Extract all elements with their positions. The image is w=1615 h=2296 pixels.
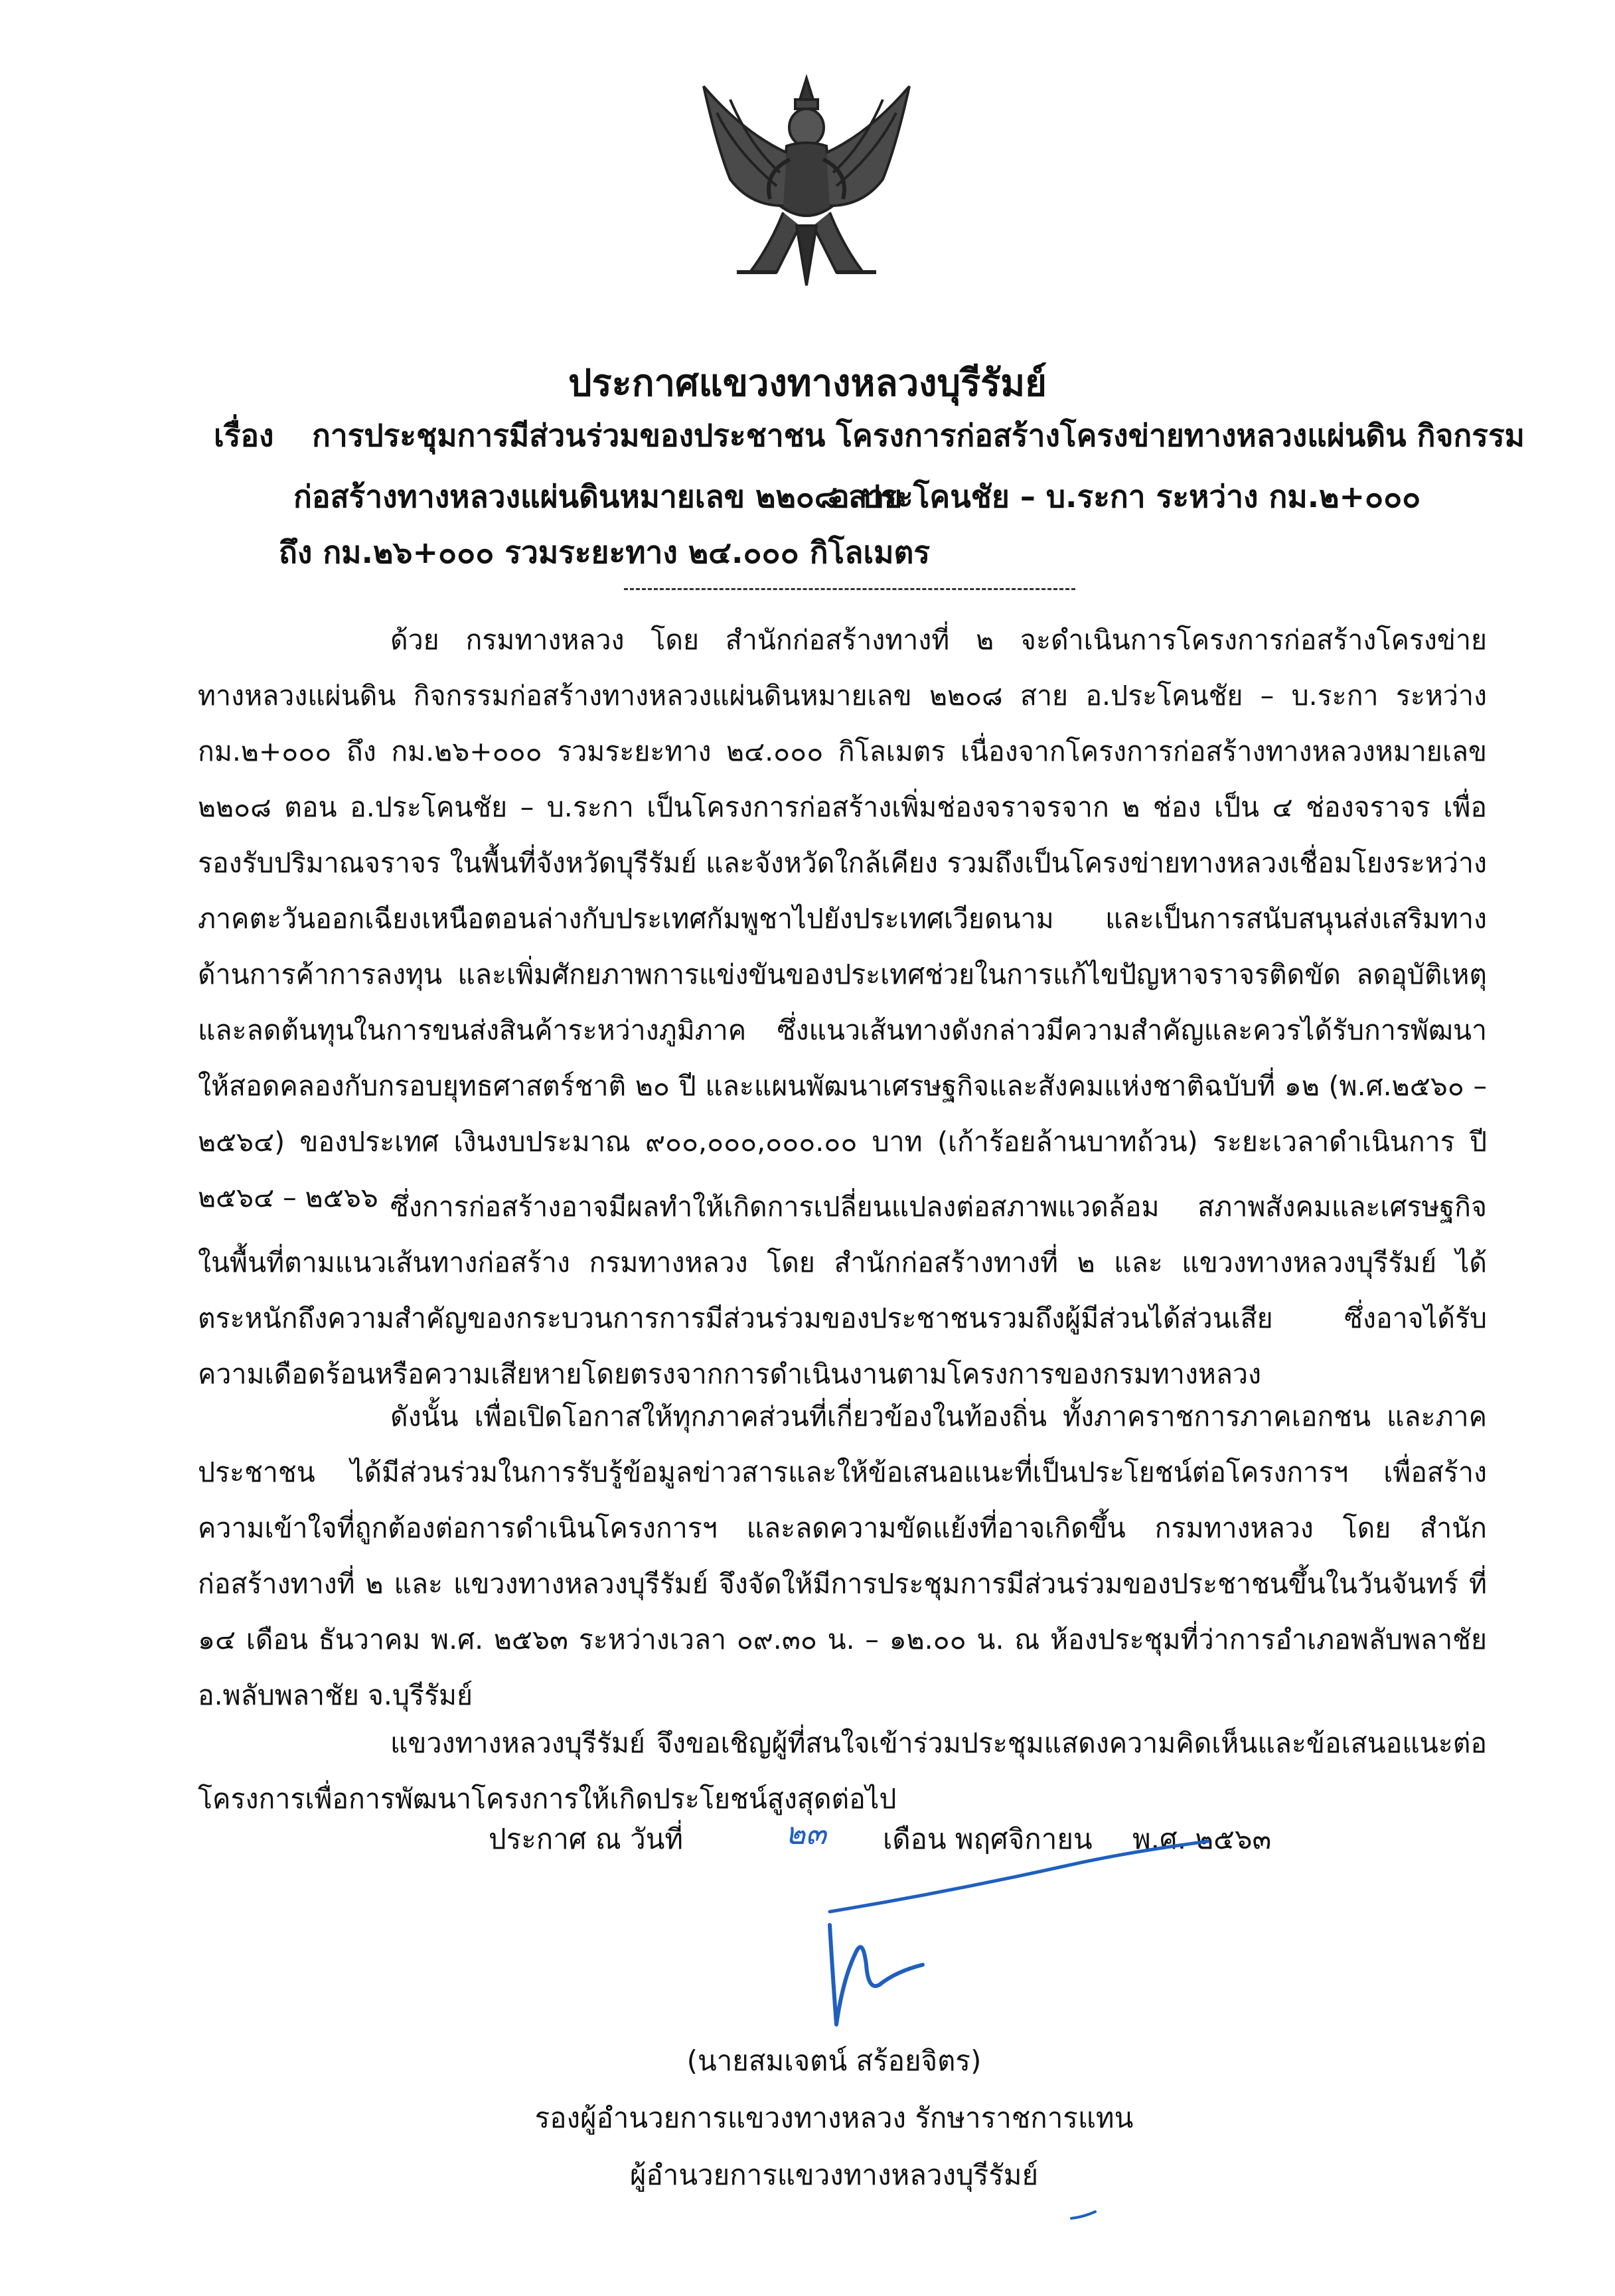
paragraph-2: ซึ่งการก่อสร้างอาจมีผลทำให้เกิดการเปลี่ยนแปลงต่อสภาพแวดล้อม สภาพสังคมและเศรษฐกิจในพื้นที่ตามแนวเส้นทางก่อสร้าง กรมทางหลวง โดย สำนักก่อสร้างทางที่ ๒ และ แขวงทางหลวงบุรีรัมย์ ได้ตระหนักถึงความสำคัญของกระบวนการการมีส่วนร่วมของประชาชนรวมถึงผู้มีส่วนได้ส่วนเสีย ซึ่งอาจได้รับความเดือดร้อนหรือความเสียหายโดยตรงจากการดำเนินงานตามโครงการของกรมทางหลวง [198, 1191, 1487, 1390]
paragraph-4: แขวงทางหลวงบุรีรัมย์ จึงขอเชิญผู้ที่สนใจเข้าร่วมประชุมแสดงความคิดเห็นและข้อเสนอแนะต่อโครงการเพื่อการพัฒนาโครงการให้เกิดประโยชน์สูงสุดต่อไป [198, 1727, 1487, 1815]
signature-stroke-icon [816, 1839, 1215, 1918]
divider-rule [624, 588, 1075, 590]
signature-icon [816, 1912, 1055, 2031]
subject-line-1: การประชุมการมีส่วนร่วมของประชาชน โครงการก่อสร้างโครงข่ายทางหลวงแผ่นดิน กิจกรรม [312, 418, 1525, 453]
subject-line-2: ก่อสร้างทางหลวงแผ่นดินหมายเลข ๒๒๐๘ สาย [293, 479, 903, 514]
subject-label: เรื่อง [214, 418, 274, 453]
signer-position-2: ผู้อำนวยการแขวงทางหลวงบุรีรัมย์ [629, 2159, 1039, 2191]
subject-line-3: ถึง กม.๒๖+๐๐๐ รวมระยะทาง ๒๔.๐๐๐ กิโลเมตร [279, 534, 931, 570]
date-day: ๒๓ [785, 1815, 826, 1851]
date-prefix: ประกาศ ณ วันที่ [489, 1823, 684, 1855]
paragraph-3: ดังนั้น เพื่อเปิดโอกาสให้ทุกภาคส่วนที่เกี่ยวข้องในท้องถิ่น ทั้งภาคราชการภาคเอกชน และภาคประชาชน ได้มีส่วนร่วมในการรับรู้ข้อมูลข่าวสารและให้ข้อเสนอแนะที่เป็นประโยชน์ต่อโครงการฯ เพื่อสร้างความเข้าใจที่ถูกต้องต่อการดำเนินโครงการฯ และลดความขัดแย้งที่อาจเกิดขึ้น กรมทางหลวง โดย สำนักก่อสร้างทางที่ ๒ และ แขวงทางหลวงบุรีรัมย์ จึงจัดให้มีการประชุมการมีส่วนร่วมของประชาชนขึ้นในวันจันทร์ ที่ ๑๔ เดือน ธันวาคม พ.ศ. ๒๕๖๓ ระหว่างเวลา ๐๙.๓๐ น. – ๑๒.๐๐ น. ณ ห้องประชุมที่ว่าการอำเภอพลับพลาชัย อ.พลับพลาชัย จ.บุรีรัมย์ [198, 1401, 1487, 1711]
garuda-emblem-icon [690, 73, 923, 299]
paragraph-1: ด้วย กรมทางหลวง โดย สำนักก่อสร้างทางที่ ๒ จะดำเนินการโครงการก่อสร้างโครงข่ายทางหลวงแผ่นดิน กิจกรรมก่อสร้างทางหลวงแผ่นดินหมายเลข ๒๒๐๘ สาย อ.ประโคนชัย – บ.ระกา ระหว่าง กม.๒+๐๐๐ ถึง กม.๒๖+๐๐๐ รวมระยะทาง ๒๔.๐๐๐ กิโลเมตร เนื่องจากโครงการก่อสร้างทางหลวงหมายเลข ๒๒๐๘ ตอน อ.ประโคนชัย – บ.ระกา เป็นโครงการก่อสร้างเพิ่มช่องจราจรจาก ๒ ช่อง เป็น ๔ ช่องจราจร เพื่อรองรับปริมาณจราจร ในพื้นที่จังหวัดบุรีรัมย์ และจังหวัดใกล้เคียง รวมถึงเป็นโครงข่ายทางหลวงเชื่อมโยงระหว่างภาคตะวันออกเฉียงเหนือตอนล่างกับประเทศกัมพูชาไปยังประเทศเวียดนาม และเป็นการสนับสนุนส่งเสริมทางด้านการค้าการลงทุน และเพิ่มศักยภาพการแข่งขันของประเทศช่วยในการแก้ไขปัญหาจราจรติดขัด ลดอุบัติเหตุ และลดต้นทุนในการขนส่งสินค้าระหว่างภูมิภาค ซึ่งแนวเส้นทางดังกล่าวมีความสำคัญและควรได้รับการพัฒนาให้สอดคลองกับกรอบยุทธศาสตร์ชาติ ๒๐ ปี และแผนพัฒนาเศรษฐกิจและสังคมแห่งชาติฉบับที่ ๑๒ (พ.ศ.๒๕๖๐ – ๒๕๖๔) ของประเทศ เงินงบประมาณ ๙๐๐,๐๐๐,๐๐๐.๐๐ บาท (เก้าร้อยล้านบาทถ้วน) ระยะเวลาดำเนินการ ปี ๒๕๖๔ – ๒๕๖๖ [198, 624, 1487, 1213]
document-title: ประกาศแขวงทางหลวงบุรีรัมย์ [568, 362, 1047, 405]
ink-tick-icon [1070, 2210, 1097, 2220]
date-month: เดือน พฤศจิกายน [883, 1823, 1093, 1855]
signer-name: (นายสมเจตน์ สร้อยจิตร) [686, 2044, 982, 2077]
date-year: พ.ศ. ๒๕๖๓ [1132, 1823, 1272, 1855]
subject-line-2b: อ.ประโคนชัย – บ.ระกา ระหว่าง กม.๒+๐๐๐ [831, 479, 1421, 514]
signer-position-1: รองผู้อำนวยการแขวงทางหลวง รักษาราชการแทน [534, 2102, 1134, 2134]
